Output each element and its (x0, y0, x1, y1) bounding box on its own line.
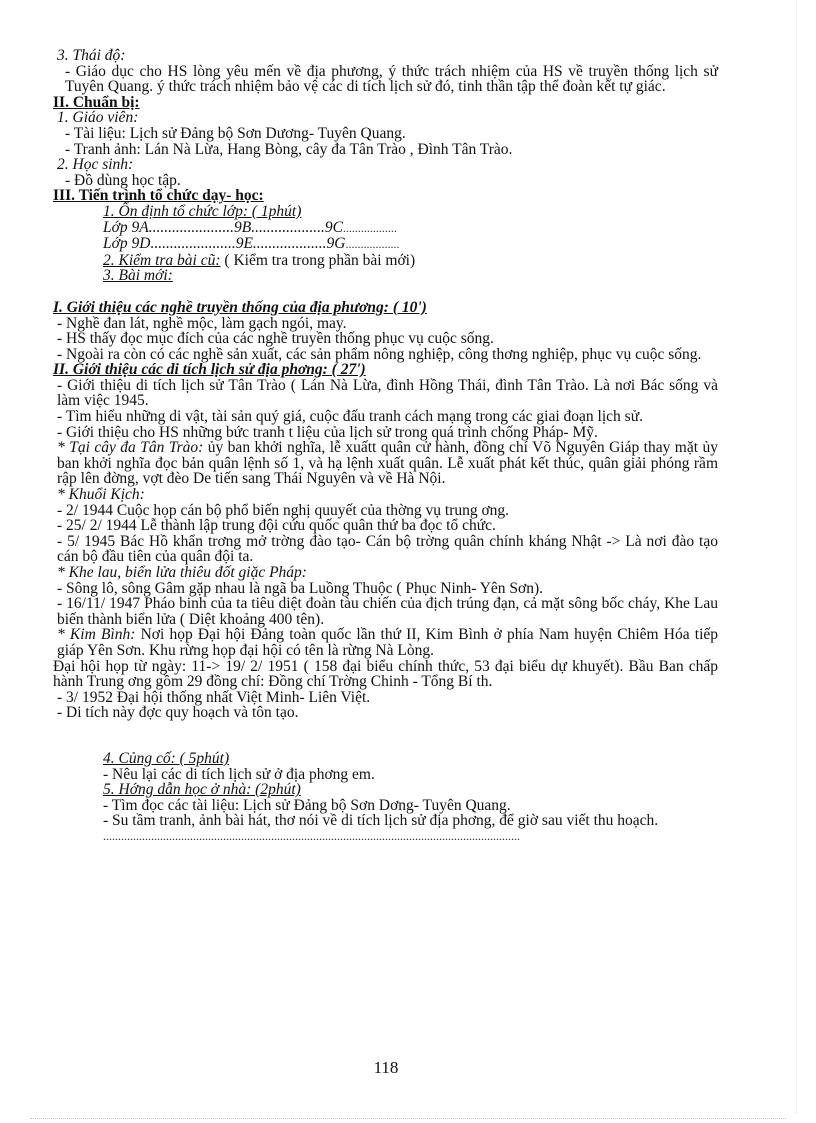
lesson1-item-1: - Nghề đan lát, nghề mộc, làm gạch ngói, may. (57, 314, 347, 332)
lesson2-para-2: - Tìm hiểu những di vật, tài sản quý giá, cuộc đấu tranh cách mạng trong các giai đoạn lịch sử. (57, 408, 643, 426)
bottom-divider (30, 1118, 786, 1119)
khelau-heading: * Khe lau, biển lửa thiêu đốt giặc Pháp: (57, 564, 307, 581)
side-divider (796, 0, 797, 1113)
step4-consolidation: 4. Củng cố: ( 5phút) (103, 749, 230, 767)
spacer (53, 721, 718, 751)
step2-label: 2. Kiểm tra bài cũ: (103, 251, 221, 269)
tantrao-label: * Tại cây đa Tân Trào: (57, 439, 204, 457)
kimbinh-item-3: - 3/ 1952 Đại hội thống nhất Việt Minh- Liên Việt. (57, 688, 371, 706)
kimbinh-congress: Đại hội họp từ ngày: 11-> 19/ 2/ 1951 ( 158 đại biểu chính thức, 53 đại biểu dự khuyết). Bầu Ban chấp hành Trung ơng gồm 29 đồng chí: Đồng chí Trờng Chinh - Tổng Bí th. (53, 657, 718, 691)
khuoikich-item-2: - 25/ 2/ 1944 Lễ thành lập trung đội cứu quốc quân thứ ba đọc tổ chức. (57, 517, 496, 535)
end-dotted-line: ........................................................................................................................................... (103, 828, 520, 843)
student-item-tools: - Đồ dùng học tập. (65, 171, 181, 189)
spacer (53, 284, 718, 300)
teacher-item-pictures: - Tranh ảnh: Lán Nà Lừa, Hang Bòng, cây đa Tân Trào , Đình Tân Trào. (65, 140, 513, 158)
lesson1-item-3: - Ngoài ra còn có các nghề sản xuất, các sản phẩm nông nghiệp, công thơng nghiệp, phục vụ cuộc sống. (57, 345, 702, 363)
lesson-plan-page (53, 48, 718, 845)
lesson2-para-1: - Giới thiệu di tích lịch sử Tân Trào ( Lán Nà Lừa, đình Hồng Thái, đình Tân Trào. Là nơi Bác sống và làm việc 1945. (57, 376, 718, 410)
attitude-heading: 3. Thái độ: (57, 47, 126, 64)
lesson1-heading: I. Giới thiệu các nghề truyền thống của địa phương: ( 10') (53, 298, 427, 316)
teacher-heading: 1. Giáo viên: (57, 109, 139, 127)
khuoikich-item-3: - 5/ 1945 Bác Hồ khẩn trơng mở trờng đào tạo- Cán bộ trờng quân chính kháng Nhật -> Là nơi đào tạo cán bộ đầu tiên của quân đội ta. (57, 532, 718, 566)
khelau-item-2: - 16/11/ 1947 Pháo binh của ta tiêu diệt đoàn tàu chiến của địch trúng đạn, cả mặt sông bốc cháy, Khe Lau biến thành biển lửa ( Diệt khoảng 400 tên). (57, 595, 718, 628)
class-row-2-dots: .................. (345, 237, 400, 252)
page-number: 118 (373, 1058, 399, 1077)
preparation-heading: II. Chuẩn bị: (53, 93, 140, 111)
step2-review (53, 253, 718, 269)
kimbinh-paragraph (53, 627, 718, 658)
kimbinh-text: Nơi họp Đại hội Đảng toàn quốc lần thứ II, Kim Bình ở phía Nam huyện Chiêm Hóa tiếp giáp Yên Sơn. Khu rừng họp đại hội có tên là rừng Nà Lòng. (57, 626, 719, 659)
step5-item-2: - Su tầm tranh, ảnh bài hát, thơ nói về di tích lịch sử địa phơng, để giờ sau viết thu hoạch. (103, 812, 659, 830)
khelau-item-1: - Sông lô, sông Gâm gặp nhau là ngã ba Luồng Thuộc ( Phục Ninh- Yên Sơn). (57, 579, 544, 597)
kimbinh-label: * Kim Bình: (57, 626, 136, 644)
khuoikich-item-1: - 2/ 1944 Cuộc họp cán bộ phổ biến nghị quuyết của thờng vụ trung ơng. (57, 501, 510, 519)
khuoikich-heading: * Khuổi Kịch: (57, 486, 145, 504)
step1-organization: 1. Ổn định tổ chức lớp: ( 1phút) (103, 202, 302, 220)
class-row-2 (53, 236, 718, 253)
class-row-1-text: Lớp 9A......................9B...................9C (103, 218, 343, 236)
class-row-2-text: Lớp 9D......................9E...................9G (103, 235, 346, 253)
step2-text: ( Kiểm tra trong phần bài mới) (220, 251, 416, 269)
step5-item-1: - Tìm đọc các tài liệu: Lịch sử Đảng bộ Sơn Dơng- Tuyên Quang. (103, 796, 511, 814)
step4-item-1: - Nêu lại các di tích lịch sử ở địa phơng em. (103, 765, 375, 783)
class-row-1-dots: .................. (342, 220, 397, 235)
kimbinh-item-4: - Di tích này đợc quy hoạch và tôn tạo. (57, 704, 299, 722)
class-row-1 (53, 220, 718, 237)
attitude-paragraph: - Giáo dục cho HS lòng yêu mến về địa phương, ý thức trách nhiệm của HS về truyền thống lịch sử Tuyên Quang. ý thức trách nhiệm bảo vệ các di tích lịch sử đó, tinh thần tập thể đoàn kết tự giác. (65, 62, 718, 96)
teacher-item-materials: - Tài liệu: Lịch sử Đảng bộ Sơn Dương- Tuyên Quang. (65, 124, 406, 142)
step5-homework: 5. Hớng dẫn học ở nhà: (2phút) (103, 781, 301, 799)
tantrao-paragraph (53, 440, 718, 487)
step3-new-lesson: 3. Bài mới: (103, 267, 173, 285)
student-heading: 2. Học sinh: (57, 156, 134, 174)
procedure-heading: III. Tiến trình tổ chức dạy- học: (53, 187, 264, 205)
lesson1-item-2: - HS thấy đọc mục đích của các nghề truyền thống phục vụ cuộc sống. (57, 330, 494, 348)
tantrao-text: ủy ban khởi nghĩa, lễ xuấtt quân cử hành, đồng chí Võ Nguyên Giáp thay mặt ủy ban khởi nghĩa đọc bản quân lệnh số 1, và hạ lệnh xuất quân. Lễ xuất phát kết thúc, quân giải phóng rầm rập lên đờng, vợt đèo De tiến sang Thái Nguyên và về Hà Nội. (57, 439, 718, 488)
lesson2-para-3: - Giới thiệu cho HS những bức tranh t liệu của lịch sử trong quá trình chống Pháp- Mỹ. (57, 423, 598, 441)
lesson2-heading: II. Giới thiệu các di tích lịch sử địa phơng: ( 27') (53, 361, 366, 379)
